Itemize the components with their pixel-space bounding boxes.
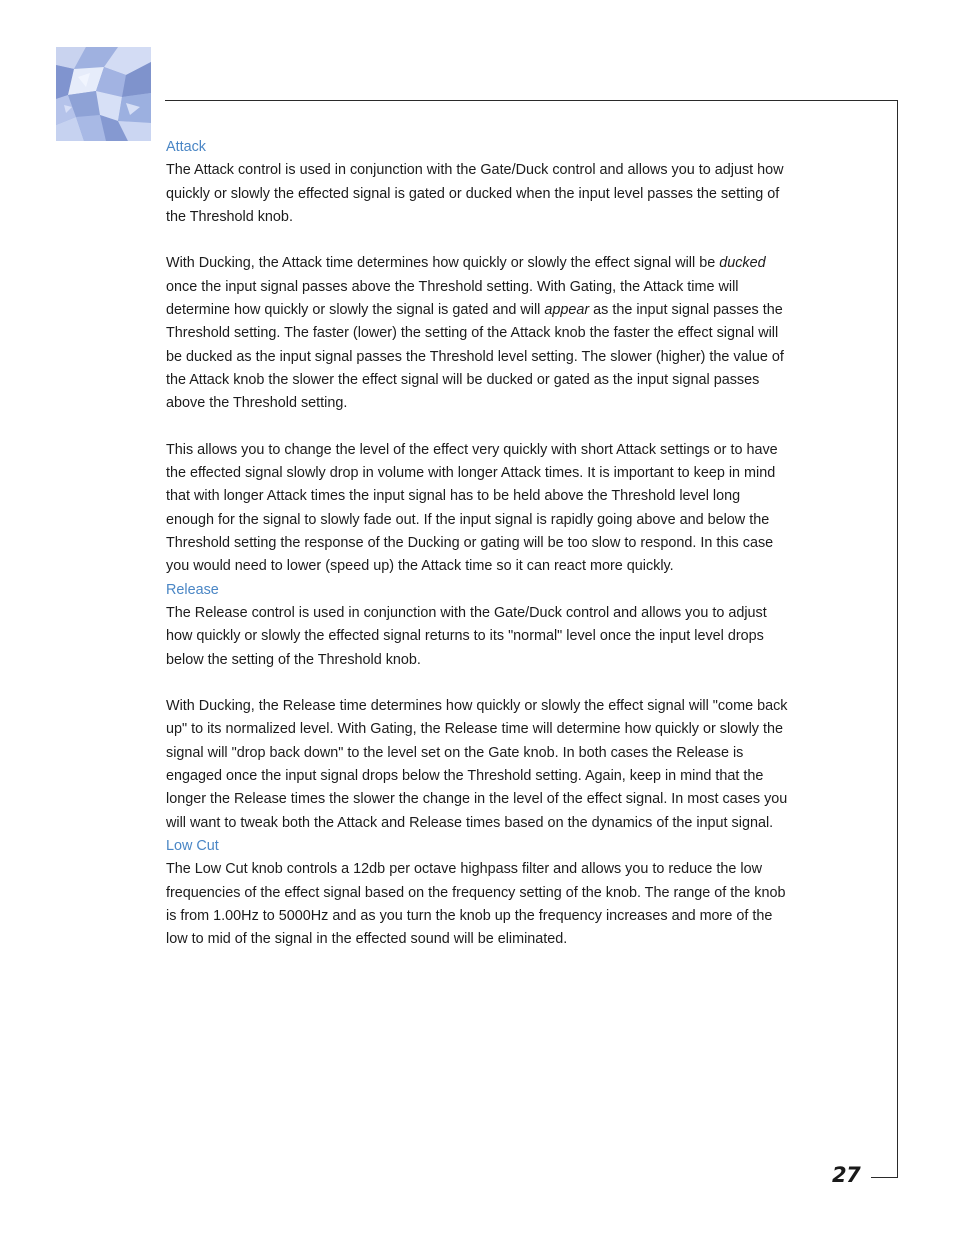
top-border-rule	[165, 100, 898, 101]
section-release	[166, 579, 791, 835]
low-cut-paragraph-1: The Low Cut knob controls a 12db per octave highpass filter and allows you to reduce the low frequencies of the effect signal based on the frequency setting of the knob. The range of the knob is from 1.00Hz to 5000Hz and as you turn the knob up the frequency increases and more of the low to mid of the signal in the effected sound will be eliminated.	[166, 861, 786, 948]
holographic-tile-icon	[56, 47, 151, 141]
attack-paragraph-2-emphasis-ducked: ducked	[719, 255, 766, 272]
attack-paragraph-3: This allows you to change the level of the effect very quickly with short Attack settings or to have the effected signal slowly drop in volume with longer Attack times. It is important to keep in mind that with longer Attack times the input signal has to be held above the Threshold level long enough for the signal to slowly fade out. If the input signal is rapidly going above and below the Threshold setting the response of the Ducking or gating will be too slow to respond. In this case you would need to lower (speed up) the Attack time so it can react more quickly.	[166, 441, 778, 575]
attack-paragraph-2	[166, 252, 791, 415]
section-heading-low-cut: Low Cut	[166, 837, 219, 854]
page-number: 27	[832, 1163, 861, 1187]
attack-paragraph-2-text-a: With Ducking, the Attack time determines how quickly or slowly the effect signal will be	[166, 255, 720, 272]
section-low-cut	[166, 835, 791, 951]
attack-paragraph-2-emphasis-appear: appear	[544, 302, 590, 319]
attack-paragraph-2-text-c: as the input signal passes the Threshold setting. The faster (lower) the setting of the Attack knob the faster the effect signal will be ducked as the input signal passes the Threshold level setting. The slower (higher) the value of the Attack knob the slower the effect signal will be ducked or gated as the input signal passes above the Threshold setting.	[166, 302, 784, 412]
section-heading-release: Release	[166, 581, 219, 598]
right-border-rule	[897, 100, 898, 1178]
attack-paragraph-2-text-b: once the input signal passes above the Threshold setting. With Gating, the Attack time will determine how quickly or slowly the signal is gated and will	[166, 278, 739, 319]
attack-paragraph-1: The Attack control is used in conjunction with the Gate/Duck control and allows you to adjust how quickly or slowly the effected signal is gated or ducked when the input level passes the setting of the Threshold knob.	[166, 162, 784, 225]
release-paragraph-1: The Release control is used in conjunction with the Gate/Duck control and allows you to adjust how quickly or slowly the effected signal returns to its "normal" level once the input level drops below the setting of the Threshold knob.	[166, 604, 767, 668]
release-paragraph-2: With Ducking, the Release time determines how quickly or slowly the effect signal will "come back up" to its normalized level. With Gating, the Release time will determine how quickly or slowly the signal will "drop back down" to the level set on the Gate knob. In both cases the Release is engaged once the input signal drops below the Threshold setting. Again, keep in mind that the longer the Release times the slower the change in the level of the effect signal. In most cases you will want to tweak both the Attack and Release times based on the dynamics of the input signal.	[166, 698, 788, 831]
section-heading-attack: Attack	[166, 139, 206, 155]
section-attack	[166, 136, 791, 579]
page-number-rule	[871, 1177, 898, 1178]
manual-content	[166, 136, 791, 951]
